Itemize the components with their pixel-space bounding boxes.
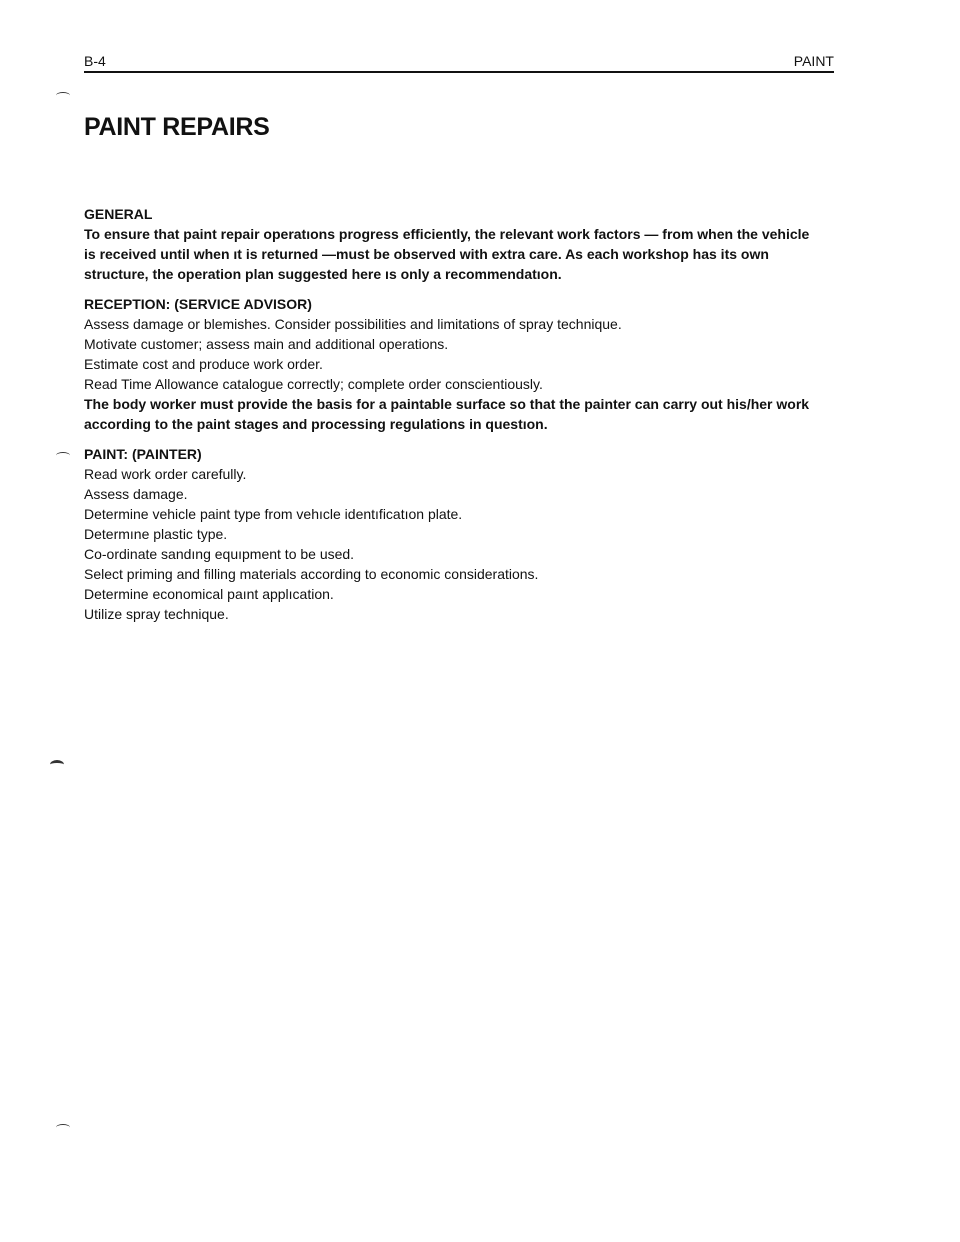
page-title: PAINT REPAIRS	[84, 113, 270, 141]
section-line: Read Time Allowance catalogue correctly; complete order conscientiously.	[84, 376, 543, 392]
section-line: structure, the operation plan suggested here ıs only a recommendatıon.	[84, 266, 562, 282]
scan-mark	[50, 760, 64, 769]
section-line: Co-ordinate sandıng equıpment to be used.	[84, 546, 355, 562]
section-line: Select priming and filling materials according to economic considerations.	[84, 566, 539, 582]
section-line: Determıne plastic type.	[84, 526, 228, 542]
scan-mark	[56, 1124, 70, 1131]
section-line: Determine economical paınt applıcation.	[84, 586, 334, 602]
section-line: Assess damage.	[84, 486, 188, 502]
section-paint	[84, 444, 844, 624]
page-number: B-4	[84, 53, 106, 69]
section-line: Determine vehicle paint type from vehıcle identıficatıon plate.	[84, 506, 463, 522]
section-heading: GENERAL	[84, 206, 153, 222]
scan-mark	[56, 92, 70, 99]
section-heading: PAINT: (PAINTER)	[84, 446, 202, 462]
page-header	[84, 52, 834, 72]
section-heading: RECEPTION: (SERVICE ADVISOR)	[84, 296, 312, 312]
section-line: Utilize spray technique.	[84, 606, 229, 622]
section-line: according to the paint stages and processing regulations in questıon.	[84, 416, 548, 432]
section-reception	[84, 294, 844, 434]
section-line: Assess damage or blemishes. Consider possibilities and limitations of spray technique.	[84, 316, 622, 332]
section-name: PAINT	[793, 53, 834, 69]
section-line: The body worker must provide the basis for a paintable surface so that the painter can carry out his/her work	[84, 396, 810, 412]
section-line: Estimate cost and produce work order.	[84, 356, 323, 372]
scan-mark	[56, 452, 70, 459]
section-line: is received until when ıt is returned —must be observed with extra care. As each workshop has its own	[84, 246, 769, 262]
section-line: Motivate customer; assess main and additional operations.	[84, 336, 449, 352]
section-general	[84, 204, 844, 284]
section-line: To ensure that paint repair operatıons progress efficiently, the relevant work factors — from when the vehicle	[84, 226, 810, 242]
section-line: Read work order carefully.	[84, 466, 247, 482]
header-rule	[84, 71, 834, 73]
